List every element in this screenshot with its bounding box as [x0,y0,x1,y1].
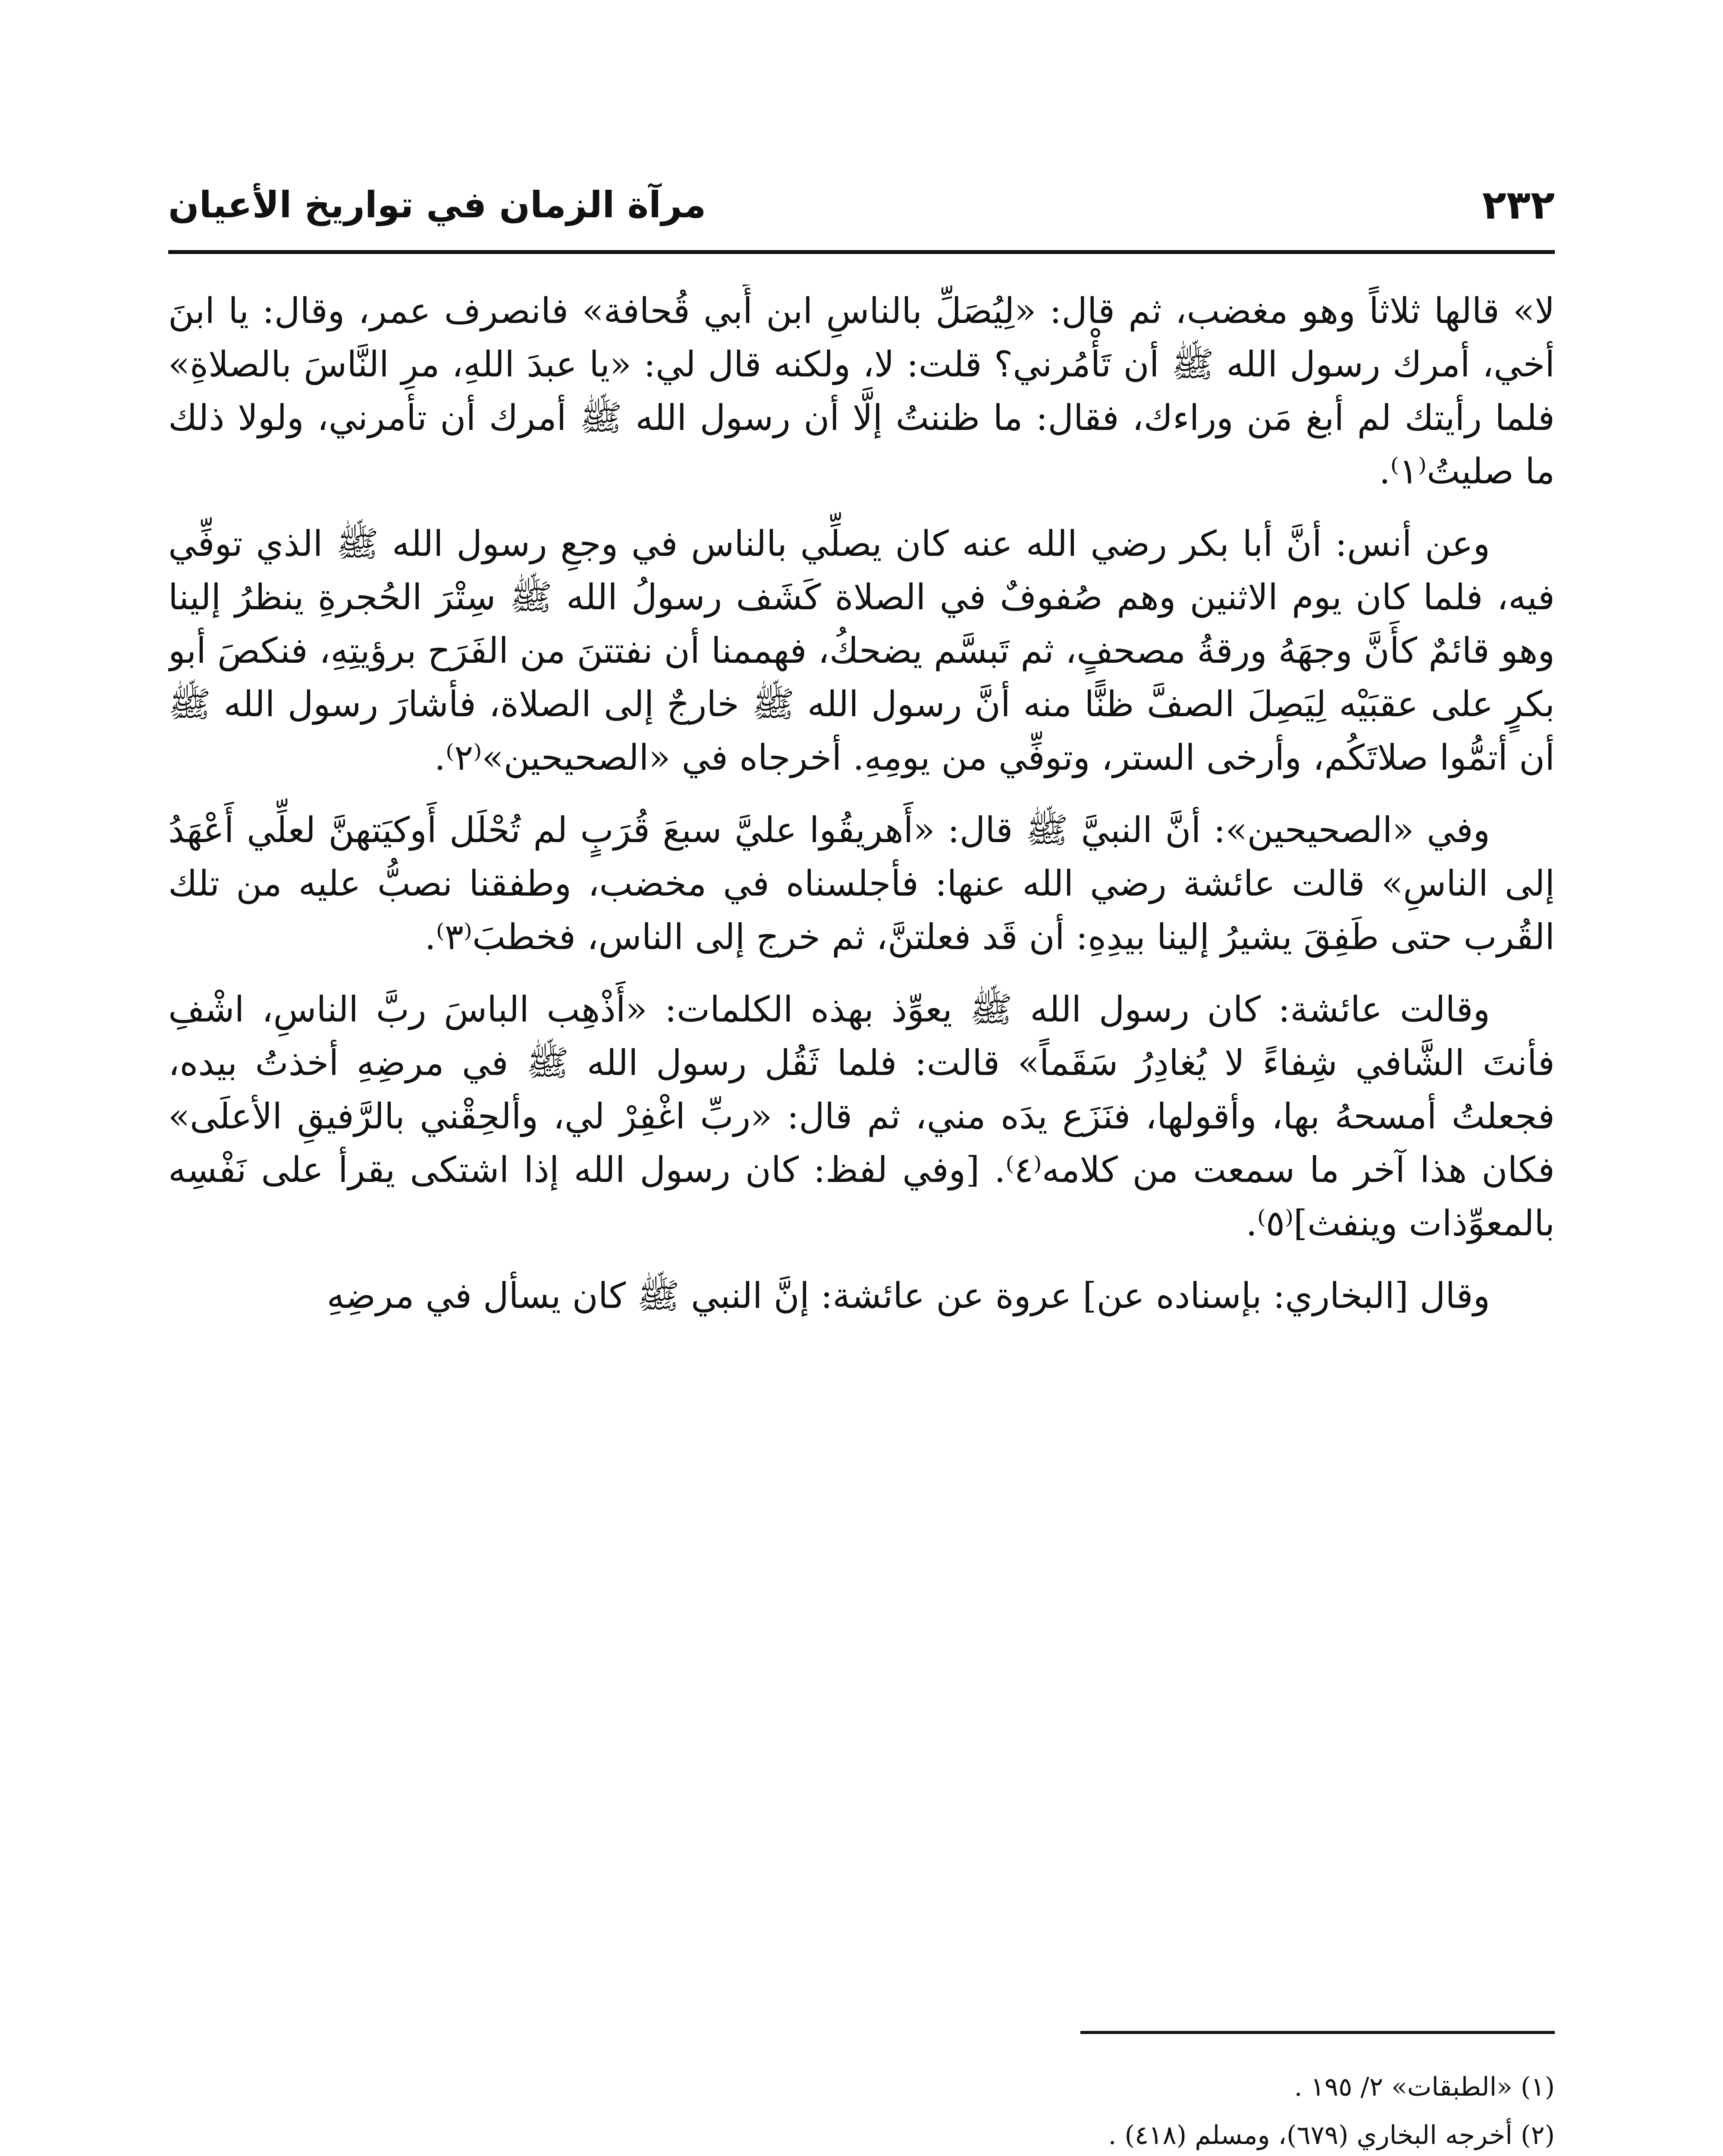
page-number: ٢٣٢ [1482,182,1555,228]
book-title: مرآة الزمان في تواريخ الأعيان [168,184,706,226]
paragraph-sahihain-hadith: وفي «الصحيحين»: أنَّ النبيَّ ﷺ قال: «أَهريقُوا عليَّ سبعَ قُرَبٍ لم تُحْلَل أَوكيَتهنَّ لعلِّي أَعْهَدُ إلى الناسِ» قالت عائشة رضي الله عنها: فأجلسناه في مخضب، وطفقنا نصبُّ عليه من تلك القُرب حتى طَفِقَ يشيرُ إلينا بيدِهِ: أن قَد فعلتنَّ، ثم خرج إلى الناس، فخطبَ⁽٣⁾. [168,810,1555,958]
paragraph-bukhari-hadith: وقال [البخاري: بإسناده عن] عروة عن عائشة: إنَّ النبي ﷺ كان يسأل في مرضِهِ [326,1275,1490,1316]
paragraph-aisha-hadith: وقالت عائشة: كان رسول الله ﷺ يعوِّذ بهذه الكلمات: «أَذْهِب الباسَ ربَّ الناسِ، اشْفِ فأنتَ الشَّافي شِفاءً لا يُغادِرُ سَقَماً» قالت: فلما ثَقُل رسول الله ﷺ في مرضِهِ أخذتُ بيده، فجعلتُ أمسحهُ بها، وأقولها، فنَزَع يدَه مني، ثم قال: «ربِّ اغْفِرْ لي، وألحِقْني بالرَّفيقِ الأعلَى» فكان هذا آخر ما سمعت من كلامه⁽٤⁾. [وفي لفظ: كان رسول الله إذا اشتكى يقرأ على نَفْسِه بالمعوِّذات وينفث]⁽٥⁾. [168,989,1555,1244]
paragraph-anas-hadith: وعن أنس: أنَّ أبا بكر رضي الله عنه كان يصلِّي بالناس في وجعِ رسول الله ﷺ الذي توفِّي فيه، فلما كان يوم الاثنين وهم صُفوفٌ في الصلاة كَشَف رسولُ الله ﷺ سِتْرَ الحُجرةِ ينظرُ إلينا وهو قائمٌ كأَنَّ وجهَهُ ورقةُ مصحفٍ، ثم تَبسَّم يضحكُ، فهممنا أن نفتتنَ من الفَرَح برؤيتِهِ، فنكصَ أبو بكرٍ على عقبَيْه لِيَصِلَ الصفَّ ظنًّا منه أنَّ رسول الله ﷺ خارجٌ إلى الصلاة، فأشارَ رسول الله ﷺ أن أتمُّوا صلاتَكُم، وأرخى الستر، وتوفِّي من يومِهِ. أخرجاه في «الصحيحين»⁽٢⁾. [168,523,1555,778]
main-text [168,285,1555,1742]
running-header [168,172,1555,237]
footnotes [168,2065,1555,2156]
footnote-2: (٢) أخرجه البخاري (٦٧٩)، ومسلم (٤١٨) . [1108,2120,1555,2150]
paragraph-continuation: لا» قالها ثلاثاً وهو مغضب، ثم قال: «لِيُصَلِّ بالناسِ ابن أَبي قُحافة» فانصرف عمر، وقال: يا ابنَ أخي، أمرك رسول الله ﷺ أن تَأْمُرني؟ قلت: لا، ولكنه قال لي: «يا عبدَ اللهِ، مرِ النَّاسَ بالصلاةِ» فلما رأيتك لم أبغ مَن وراءك، فقال: ما ظننتُ إلَّا أن رسول الله ﷺ أمرك أن تأمرني، ولولا ذلك ما صليتُ⁽١⁾. [168,291,1555,492]
footnote-1: (١) «الطبقات» ٢/ ١٩٥ . [1294,2072,1555,2102]
header-divider [168,250,1555,254]
footnote-divider [1080,2031,1555,2034]
